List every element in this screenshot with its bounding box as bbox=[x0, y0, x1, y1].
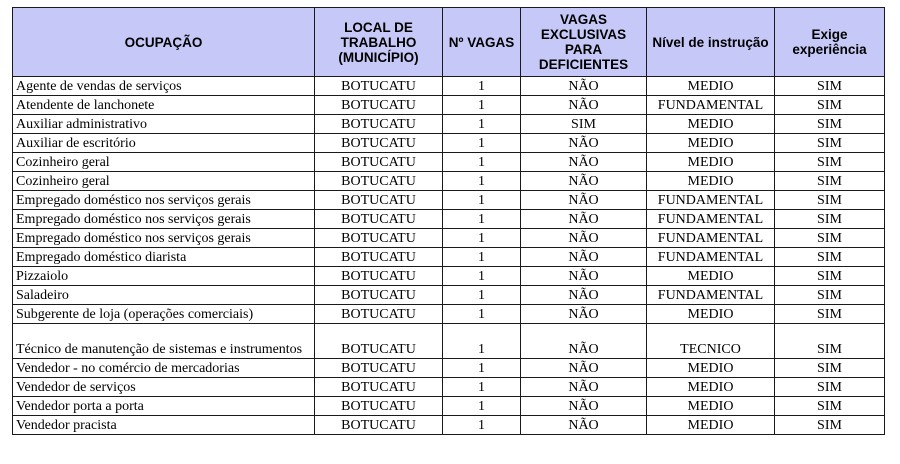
cell-num-vagas: 1 bbox=[443, 267, 521, 286]
cell-num-vagas: 1 bbox=[443, 229, 521, 248]
table-row bbox=[13, 324, 885, 359]
cell-vagas-exclusivas: NÃO bbox=[521, 286, 647, 305]
cell-ocupacao: Empregado doméstico nos serviços gerais bbox=[13, 191, 315, 210]
cell-exige-experiencia: SIM bbox=[775, 248, 885, 267]
cell-ocupacao: Subgerente de loja (operações comerciais) bbox=[13, 305, 315, 324]
cell-ocupacao: Agente de vendas de serviços bbox=[13, 77, 315, 96]
cell-local-de-trabalho: BOTUCATU bbox=[315, 416, 443, 435]
cell-nivel-instrucao: FUNDAMENTAL bbox=[647, 286, 775, 305]
cell-nivel-instrucao: TECNICO bbox=[647, 324, 775, 359]
header-nivel-instrucao: Nível de instrução bbox=[647, 8, 775, 77]
table-row bbox=[13, 115, 885, 134]
table-header bbox=[13, 8, 885, 77]
header-local-de-trabalho: LOCAL DE TRABALHO (MUNICÍPIO) bbox=[315, 8, 443, 77]
cell-vagas-exclusivas: NÃO bbox=[521, 378, 647, 397]
cell-exige-experiencia: SIM bbox=[775, 229, 885, 248]
cell-exige-experiencia: SIM bbox=[775, 397, 885, 416]
cell-exige-experiencia: SIM bbox=[775, 324, 885, 359]
cell-local-de-trabalho: BOTUCATU bbox=[315, 324, 443, 359]
job-listing-table bbox=[12, 7, 885, 435]
cell-nivel-instrucao: FUNDAMENTAL bbox=[647, 229, 775, 248]
cell-local-de-trabalho: BOTUCATU bbox=[315, 172, 443, 191]
cell-ocupacao: Técnico de manutenção de sistemas e instrumentos bbox=[13, 324, 315, 359]
cell-exige-experiencia: SIM bbox=[775, 191, 885, 210]
table-row bbox=[13, 77, 885, 96]
cell-nivel-instrucao: FUNDAMENTAL bbox=[647, 210, 775, 229]
header-num-vagas: Nº VAGAS bbox=[443, 8, 521, 77]
cell-exige-experiencia: SIM bbox=[775, 115, 885, 134]
cell-local-de-trabalho: BOTUCATU bbox=[315, 96, 443, 115]
cell-ocupacao: Cozinheiro geral bbox=[13, 153, 315, 172]
cell-num-vagas: 1 bbox=[443, 134, 521, 153]
cell-local-de-trabalho: BOTUCATU bbox=[315, 77, 443, 96]
cell-local-de-trabalho: BOTUCATU bbox=[315, 229, 443, 248]
cell-ocupacao: Cozinheiro geral bbox=[13, 172, 315, 191]
cell-local-de-trabalho: BOTUCATU bbox=[315, 397, 443, 416]
cell-num-vagas: 1 bbox=[443, 172, 521, 191]
job-listing-table-container bbox=[12, 7, 884, 435]
table-row bbox=[13, 191, 885, 210]
cell-nivel-instrucao: FUNDAMENTAL bbox=[647, 96, 775, 115]
cell-ocupacao: Vendedor de serviços bbox=[13, 378, 315, 397]
cell-num-vagas: 1 bbox=[443, 96, 521, 115]
cell-local-de-trabalho: BOTUCATU bbox=[315, 153, 443, 172]
header-exige-experiencia: Exige experiência bbox=[775, 8, 885, 77]
cell-num-vagas: 1 bbox=[443, 416, 521, 435]
cell-ocupacao: Empregado doméstico nos serviços gerais bbox=[13, 229, 315, 248]
table-row bbox=[13, 153, 885, 172]
cell-vagas-exclusivas: NÃO bbox=[521, 324, 647, 359]
cell-vagas-exclusivas: NÃO bbox=[521, 96, 647, 115]
table-row bbox=[13, 229, 885, 248]
cell-num-vagas: 1 bbox=[443, 191, 521, 210]
cell-nivel-instrucao: MEDIO bbox=[647, 397, 775, 416]
cell-ocupacao: Vendedor porta a porta bbox=[13, 397, 315, 416]
cell-num-vagas: 1 bbox=[443, 305, 521, 324]
cell-ocupacao: Empregado doméstico nos serviços gerais bbox=[13, 210, 315, 229]
cell-vagas-exclusivas: NÃO bbox=[521, 153, 647, 172]
header-ocupacao: OCUPAÇÃO bbox=[13, 8, 315, 77]
cell-vagas-exclusivas: NÃO bbox=[521, 172, 647, 191]
cell-exige-experiencia: SIM bbox=[775, 359, 885, 378]
cell-local-de-trabalho: BOTUCATU bbox=[315, 115, 443, 134]
cell-vagas-exclusivas: NÃO bbox=[521, 210, 647, 229]
cell-num-vagas: 1 bbox=[443, 286, 521, 305]
table-row bbox=[13, 172, 885, 191]
cell-local-de-trabalho: BOTUCATU bbox=[315, 248, 443, 267]
cell-vagas-exclusivas: NÃO bbox=[521, 134, 647, 153]
cell-nivel-instrucao: MEDIO bbox=[647, 153, 775, 172]
table-row bbox=[13, 305, 885, 324]
cell-exige-experiencia: SIM bbox=[775, 134, 885, 153]
cell-exige-experiencia: SIM bbox=[775, 378, 885, 397]
cell-num-vagas: 1 bbox=[443, 324, 521, 359]
cell-num-vagas: 1 bbox=[443, 210, 521, 229]
cell-vagas-exclusivas: NÃO bbox=[521, 397, 647, 416]
cell-nivel-instrucao: MEDIO bbox=[647, 77, 775, 96]
cell-ocupacao: Auxiliar de escritório bbox=[13, 134, 315, 153]
cell-local-de-trabalho: BOTUCATU bbox=[315, 134, 443, 153]
table-row bbox=[13, 248, 885, 267]
cell-vagas-exclusivas: SIM bbox=[521, 115, 647, 134]
cell-vagas-exclusivas: NÃO bbox=[521, 305, 647, 324]
cell-exige-experiencia: SIM bbox=[775, 286, 885, 305]
cell-ocupacao: Saladeiro bbox=[13, 286, 315, 305]
table-row bbox=[13, 378, 885, 397]
cell-exige-experiencia: SIM bbox=[775, 96, 885, 115]
cell-exige-experiencia: SIM bbox=[775, 153, 885, 172]
cell-exige-experiencia: SIM bbox=[775, 77, 885, 96]
cell-vagas-exclusivas: NÃO bbox=[521, 416, 647, 435]
cell-local-de-trabalho: BOTUCATU bbox=[315, 210, 443, 229]
cell-local-de-trabalho: BOTUCATU bbox=[315, 191, 443, 210]
cell-nivel-instrucao: MEDIO bbox=[647, 115, 775, 134]
cell-local-de-trabalho: BOTUCATU bbox=[315, 378, 443, 397]
cell-exige-experiencia: SIM bbox=[775, 210, 885, 229]
cell-vagas-exclusivas: NÃO bbox=[521, 229, 647, 248]
cell-exige-experiencia: SIM bbox=[775, 172, 885, 191]
cell-exige-experiencia: SIM bbox=[775, 416, 885, 435]
cell-nivel-instrucao: MEDIO bbox=[647, 134, 775, 153]
cell-nivel-instrucao: FUNDAMENTAL bbox=[647, 191, 775, 210]
cell-ocupacao: Auxiliar administrativo bbox=[13, 115, 315, 134]
cell-nivel-instrucao: MEDIO bbox=[647, 267, 775, 286]
cell-vagas-exclusivas: NÃO bbox=[521, 248, 647, 267]
cell-ocupacao: Vendedor - no comércio de mercadorias bbox=[13, 359, 315, 378]
cell-vagas-exclusivas: NÃO bbox=[521, 77, 647, 96]
cell-num-vagas: 1 bbox=[443, 378, 521, 397]
cell-nivel-instrucao: MEDIO bbox=[647, 416, 775, 435]
table-row bbox=[13, 134, 885, 153]
cell-num-vagas: 1 bbox=[443, 115, 521, 134]
cell-ocupacao: Atendente de lanchonete bbox=[13, 96, 315, 115]
cell-num-vagas: 1 bbox=[443, 248, 521, 267]
table-row bbox=[13, 210, 885, 229]
cell-local-de-trabalho: BOTUCATU bbox=[315, 286, 443, 305]
cell-nivel-instrucao: MEDIO bbox=[647, 359, 775, 378]
cell-local-de-trabalho: BOTUCATU bbox=[315, 305, 443, 324]
cell-num-vagas: 1 bbox=[443, 397, 521, 416]
cell-ocupacao: Empregado doméstico diarista bbox=[13, 248, 315, 267]
cell-exige-experiencia: SIM bbox=[775, 305, 885, 324]
cell-num-vagas: 1 bbox=[443, 77, 521, 96]
table-row bbox=[13, 397, 885, 416]
cell-ocupacao: Vendedor pracista bbox=[13, 416, 315, 435]
table-row bbox=[13, 286, 885, 305]
table-row bbox=[13, 96, 885, 115]
table-row bbox=[13, 416, 885, 435]
table-row bbox=[13, 359, 885, 378]
cell-exige-experiencia: SIM bbox=[775, 267, 885, 286]
cell-nivel-instrucao: MEDIO bbox=[647, 305, 775, 324]
cell-nivel-instrucao: MEDIO bbox=[647, 172, 775, 191]
cell-vagas-exclusivas: NÃO bbox=[521, 359, 647, 378]
table-body bbox=[13, 77, 885, 435]
cell-nivel-instrucao: FUNDAMENTAL bbox=[647, 248, 775, 267]
cell-local-de-trabalho: BOTUCATU bbox=[315, 267, 443, 286]
cell-ocupacao: Pizzaiolo bbox=[13, 267, 315, 286]
cell-num-vagas: 1 bbox=[443, 153, 521, 172]
cell-nivel-instrucao: MEDIO bbox=[647, 378, 775, 397]
header-vagas-exclusivas: VAGAS EXCLUSIVAS PARA DEFICIENTES bbox=[521, 8, 647, 77]
cell-vagas-exclusivas: NÃO bbox=[521, 267, 647, 286]
cell-num-vagas: 1 bbox=[443, 359, 521, 378]
table-row bbox=[13, 267, 885, 286]
cell-local-de-trabalho: BOTUCATU bbox=[315, 359, 443, 378]
cell-vagas-exclusivas: NÃO bbox=[521, 191, 647, 210]
header-row bbox=[13, 8, 885, 77]
